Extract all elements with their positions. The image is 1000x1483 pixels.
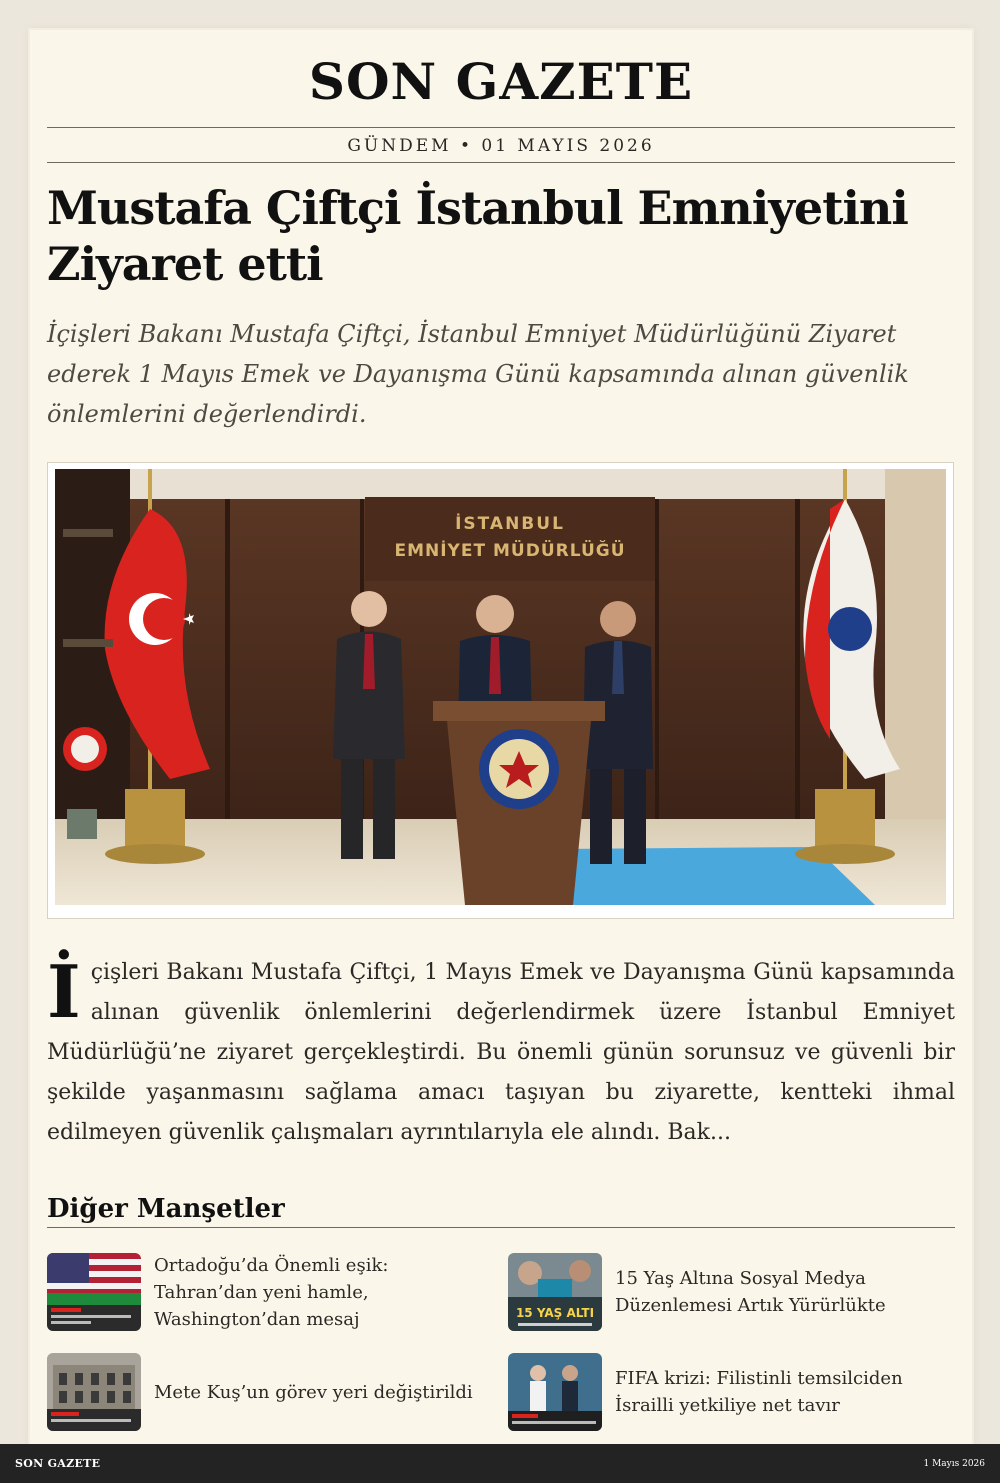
other-headlines-title: Diğer Manşetler <box>47 1194 285 1224</box>
children-phone-thumbnail <box>508 1253 602 1331</box>
stage-people-icon <box>508 1353 602 1431</box>
headline-card-2-title: 15 Yaş Altına Sosyal Medya Düzenlemesi Artık Yürürlükte <box>615 1268 886 1316</box>
photo-sign-line2: EMNİYET MÜDÜRLÜĞÜ <box>394 541 626 561</box>
photo-sign-line1: İSTANBUL <box>455 514 565 534</box>
us-flag-icon <box>47 1253 141 1331</box>
headline-card-3-title: Mete Kuş’un görev yeri değiştirildi <box>154 1381 473 1403</box>
thumb-caption-15-yas: 15 YAŞ ALTI <box>515 1306 595 1320</box>
newspaper-page <box>30 30 972 1445</box>
article-body <box>47 949 955 1153</box>
headline-card-3[interactable] <box>47 1352 487 1432</box>
masthead-rule-top <box>47 127 955 128</box>
headline-card-2[interactable] <box>508 1252 948 1332</box>
dateline: GÜNDEM • 01 MAYIS 2026 <box>347 136 655 156</box>
footer-brand[interactable]: SON GAZETE <box>15 1457 101 1470</box>
article-dropcap: İ <box>47 949 81 1034</box>
article-photo-illustration <box>55 469 946 905</box>
building-thumbnail <box>47 1353 141 1431</box>
article-headline: Mustafa Çiftçi İstanbul Emniyetini Ziyaret etti <box>47 181 908 291</box>
article-deck: İçişleri Bakanı Mustafa Çiftçi, İstanbul Emniyet Müdürlüğünü Ziyaret ederek 1 Mayıs Emek ve Dayanışma Günü kapsamında alınan güvenlik önlemlerini değerlendirdi. <box>47 320 909 428</box>
masthead-rule-bottom <box>47 162 955 163</box>
other-headlines-rule <box>47 1227 955 1228</box>
masthead-title[interactable]: SON GAZETE <box>308 52 694 111</box>
article-body-text: çişleri Bakanı Mustafa Çiftçi, 1 Mayıs Emek ve Dayanışma Günü kapsamında alınan güvenlik önlemlerini değerlendirmek üzere İstanbul Emniyet Müdürlüğü’ne ziyaret gerçekleştirdi. Bu önemli günün sorunsuz ve güvenli bir şekilde yaşanmasını sağlama amacı taşıyan bu ziyarette, kentteki ihmal edilmeyen güvenlik çalışmaları ayrıntılarıyla ele alındı. Bak... <box>47 960 955 1145</box>
headline-card-4-title: FIFA krizi: Filistinli temsilciden İsrailli yetkiliye net tavır <box>615 1368 903 1416</box>
headline-card-4[interactable] <box>508 1352 948 1432</box>
article-photo[interactable] <box>47 462 954 919</box>
building-icon <box>47 1353 141 1431</box>
headline-card-1[interactable] <box>47 1252 487 1332</box>
children-phone-icon <box>508 1253 602 1331</box>
site-footer <box>0 1444 1000 1483</box>
footer-date: 1 Mayıs 2026 <box>923 1458 985 1469</box>
stage-people-thumbnail <box>508 1353 602 1431</box>
headline-card-1-title: Ortadoğu’da Önemli eşik: Tahran’dan yeni hamle, Washington’dan mesaj <box>154 1254 389 1330</box>
us-flag-thumbnail <box>47 1253 141 1331</box>
